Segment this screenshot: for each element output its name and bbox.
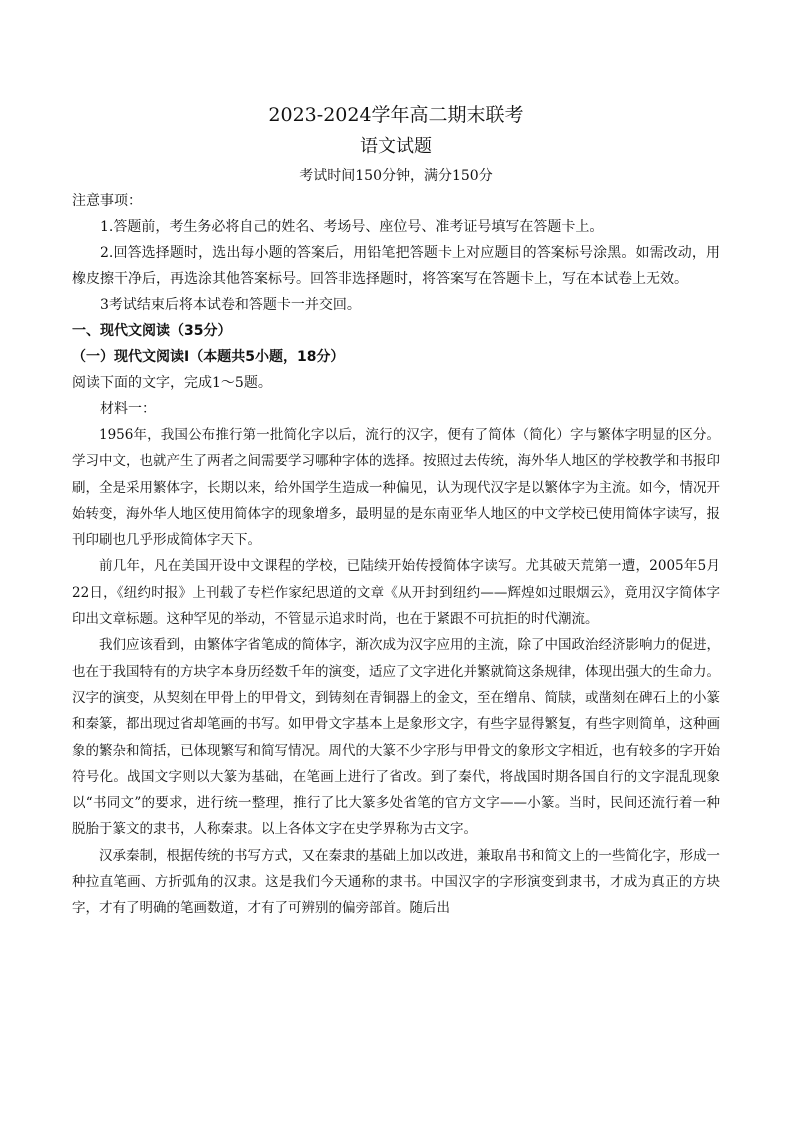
section-heading: 一、现代文阅读（35分） [72,323,232,339]
exam-page [72,100,720,922]
notice-item-3: 3考试结束后将本试卷和答题卡一并交回。 [100,297,361,313]
notice-heading: 注意事项： [72,193,142,209]
notice-item-2: 2.回答选择题时，选出每小题的答案后，用铅笔把答题卡上对应题目的答案标号涂黑。如需改动，用橡皮擦干净后，再选涂其他答案标号。回答非选择题时，将答案写在答题卡上，写在本试卷上无效。 [72,245,720,287]
passage-paragraph-2: 前几年，凡在美国开设中文课程的学校，已陆续开始传授简体字读写。尤其破天荒第一遭，2005年5月22日，《纽约时报》上刊载了专栏作家纪思道的文章《从开封到纽约——辉煌如过眼烟云》，竟用汉字简体字印出文章标题。这种罕见的举动，不管显示追求时尚，也在于紧跟不可抗拒的时代潮流。 [72,558,720,628]
section-subheading: （一）现代文阅读Ⅰ（本题共5小题，18分） [72,349,345,365]
exam-time: 考试时间150分钟，满分150分 [299,168,493,184]
reading-instruction: 阅读下面的文字，完成1～5题。 [72,375,272,391]
passage-paragraph-3: 我们应该看到，由繁体字省笔成的简体字，渐次成为汉字应用的主流，除了中国政治经济影响力的促进，也在于我国特有的方块字本身历经数千年的演变，适应了文字进化并繁就简这条规律，体现出强大的生命力。汉字的演变，从契刻在甲骨上的甲骨文，到铸刻在青铜器上的金文，至在缯帛、简牍，或凿刻在碑石上的小篆和秦篆，都出现过省却笔画的书写。如甲骨文字基本上是象形文字，有些字显得繁复，有些字则简单，这种画象的繁杂和简括，已体现繁写和简写情况。周代的大篆不少字形与甲骨文的象形文字相近，也有较多的字开始符号化。战国文字则以大篆为基础，在笔画上进行了省改。到了秦代，将战国时期各国自行的文字混乱现象以“书同文”的要求，进行统一整理，推行了比大篆多处省笔的官方文字——小篆。当时，民间还流行着一种脱胎于篆文的隶书，人称秦隶。以上各体文字在史学界称为古文字。 [72,637,720,838]
notice-item-1: 1.答题前，考生务必将自己的姓名、考场号、座位号、准考证号填写在答题卡上。 [100,219,604,235]
material-label: 材料一： [100,401,156,417]
passage-paragraph-1: 1956年，我国公布推行第一批简化字以后，流行的汉字，便有了简体（简化）字与繁体字明显的区分。学习中文，也就产生了两者之间需要学习哪种字体的选择。按照过去传统，海外华人地区的学校教学和书报印刷，全是采用繁体字，长期以来，给外国学生造成一种偏见，认为现代汉字是以繁体字为主流。如今，情况开始转变，海外华人地区使用简体字的现象增多，最明显的是东南亚华人地区的中文学校已使用简体字读写，报刊印刷也几乎形成简体字天下。 [72,427,720,549]
exam-subtitle: 语文试题 [360,136,432,157]
passage-paragraph-4: 汉承秦制，根据传统的书写方式，又在秦隶的基础上加以改进，兼取帛书和简文上的一些简化字，形成一种拉直笔画、方折弧角的汉隶。这是我们今天通称的隶书。中国汉字的字形演变到隶书，才成为真正的方块字，才有了明确的笔画数道，才有了可辨别的偏旁部首。随后出 [72,847,720,917]
exam-title: 2023-2024学年高二期末联考 [268,104,524,126]
